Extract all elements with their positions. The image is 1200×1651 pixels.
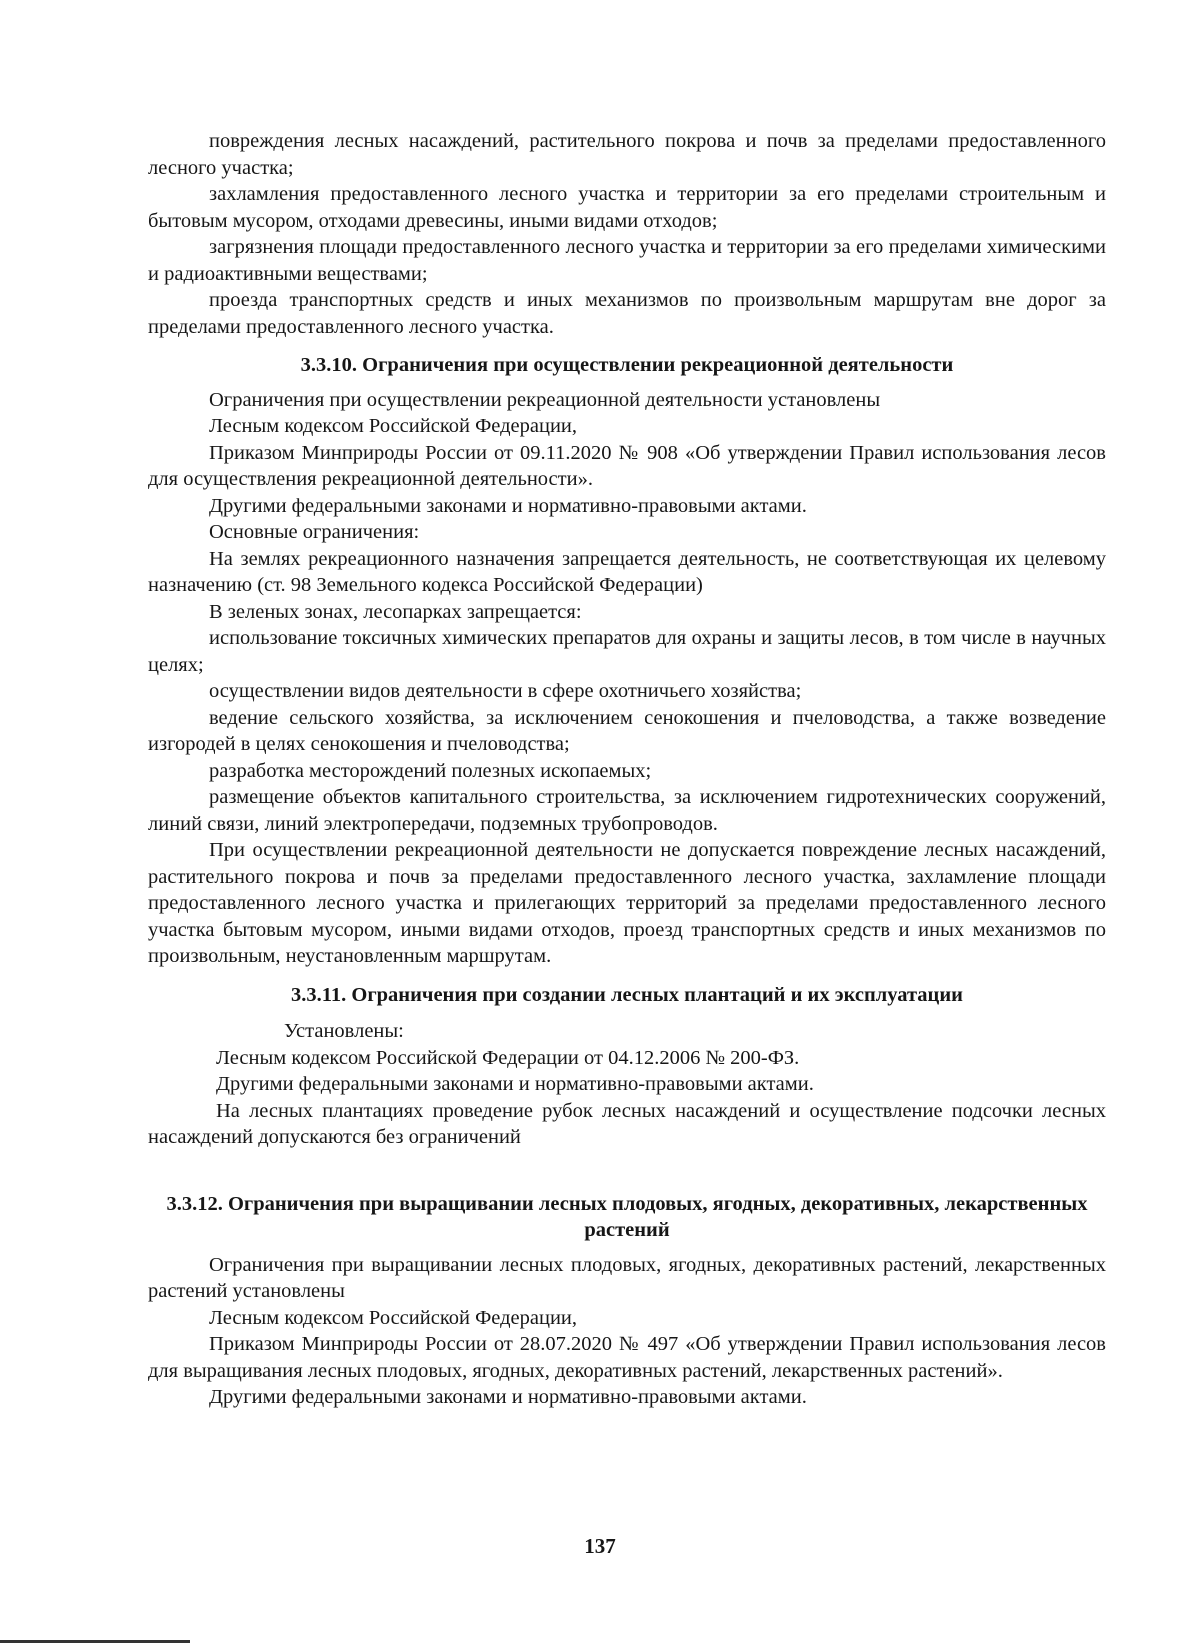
- document-page: [148, 128, 1106, 1411]
- paragraph: повреждения лесных насаждений, растительного покрова и почв за пределами предоставленного лесного участка;: [148, 130, 1106, 179]
- paragraph: Основные ограничения:: [209, 521, 420, 543]
- paragraph: На землях рекреационного назначения запрещается деятельность, не соответствующая их целевому назначению (ст. 98 Земельного кодекса Российской Федерации): [148, 547, 1106, 596]
- section-heading-3-3-10: 3.3.10. Ограничения при осуществлении рекреационной деятельности: [300, 354, 954, 376]
- paragraph: Ограничения при выращивании лесных плодовых, ягодных, декоративных растений, лекарственных растений установлены: [148, 1253, 1106, 1302]
- paragraph: Лесным кодексом Российской Федерации,: [209, 1306, 578, 1329]
- paragraph: Приказом Минприроды России от 28.07.2020 № 497 «Об утверждении Правил использования лесов для выращивания лесных плодовых, ягодных, декоративных растений, лекарственных растений».: [148, 1333, 1106, 1382]
- paragraph: загрязнения площади предоставленного лесного участка и территории за его пределами химическими и радиоактивными веществами;: [148, 236, 1106, 285]
- paragraph: проезда транспортных средств и иных механизмов по произвольным маршрутам вне дорог за пределами предоставленного лесного участка.: [148, 289, 1106, 338]
- paragraph: Другими федеральными законами и нормативно-правовыми актами.: [209, 1386, 807, 1408]
- paragraph: осуществлении видов деятельности в сфере охотничьего хозяйства;: [209, 680, 802, 702]
- paragraph: размещение объектов капитального строительства, за исключением гидротехнических сооружений, линий связи, линий электропередачи, подземных трубопроводов.: [148, 786, 1106, 835]
- section-heading-3-3-11: 3.3.11. Ограничения при создании лесных плантаций и их эксплуатации: [291, 983, 963, 1006]
- paragraph: Ограничения при осуществлении рекреационной деятельности установлены: [209, 388, 881, 411]
- section-heading-3-3-12: 3.3.12. Ограничения при выращивании лесных плодовых, ягодных, декоративных, лекарственных растений: [166, 1192, 1088, 1241]
- paragraph: Другими федеральными законами и нормативно-правовыми актами.: [216, 1073, 814, 1095]
- paragraph: захламления предоставленного лесного участка и территории за его пределами строительным и бытовым мусором, отходами древесины, иными видами отходов;: [148, 183, 1106, 232]
- paragraph: Лесным кодексом Российской Федерации,: [209, 415, 578, 437]
- paragraph: При осуществлении рекреационной деятельности не допускается повреждение лесных насаждений, растительного покрова и почв за пределами предоставленного лесного участка, захламление площади предоставленного лесного участка и прилегающих территорий за пределами предоставленного лесного участка бытовым мусором, иными видами отходов, проезд транспортных средств и иных механизмов по произвольным, неустановленным маршрутам.: [148, 839, 1106, 967]
- paragraph: разработка месторождений полезных ископаемых;: [209, 759, 652, 782]
- paragraph: Установлены:: [284, 1020, 404, 1042]
- paragraph: ведение сельского хозяйства, за исключением сенокошения и пчеловодства, а также возведение изгородей в целях сенокошения и пчеловодства;: [148, 706, 1106, 755]
- paragraph: Другими федеральными законами и нормативно-правовыми актами.: [209, 494, 807, 517]
- paragraph: На лесных плантациях проведение рубок лесных насаждений и осуществление подсочки лесных насаждений допускаются без ограничений: [148, 1099, 1106, 1148]
- paragraph: использование токсичных химических препаратов для охраны и защиты лесов, в том числе в научных целях;: [148, 627, 1106, 676]
- paragraph: Приказом Минприроды России от 09.11.2020 № 908 «Об утверждении Правил использования лесов для осуществления рекреационной деятельности».: [148, 441, 1106, 490]
- scan-edge-line: [0, 1640, 190, 1643]
- page-number: 137: [584, 1534, 616, 1558]
- paragraph: В зеленых зонах, лесопарках запрещается:: [209, 600, 582, 623]
- paragraph: Лесным кодексом Российской Федерации от 04.12.2006 № 200-ФЗ.: [216, 1046, 800, 1069]
